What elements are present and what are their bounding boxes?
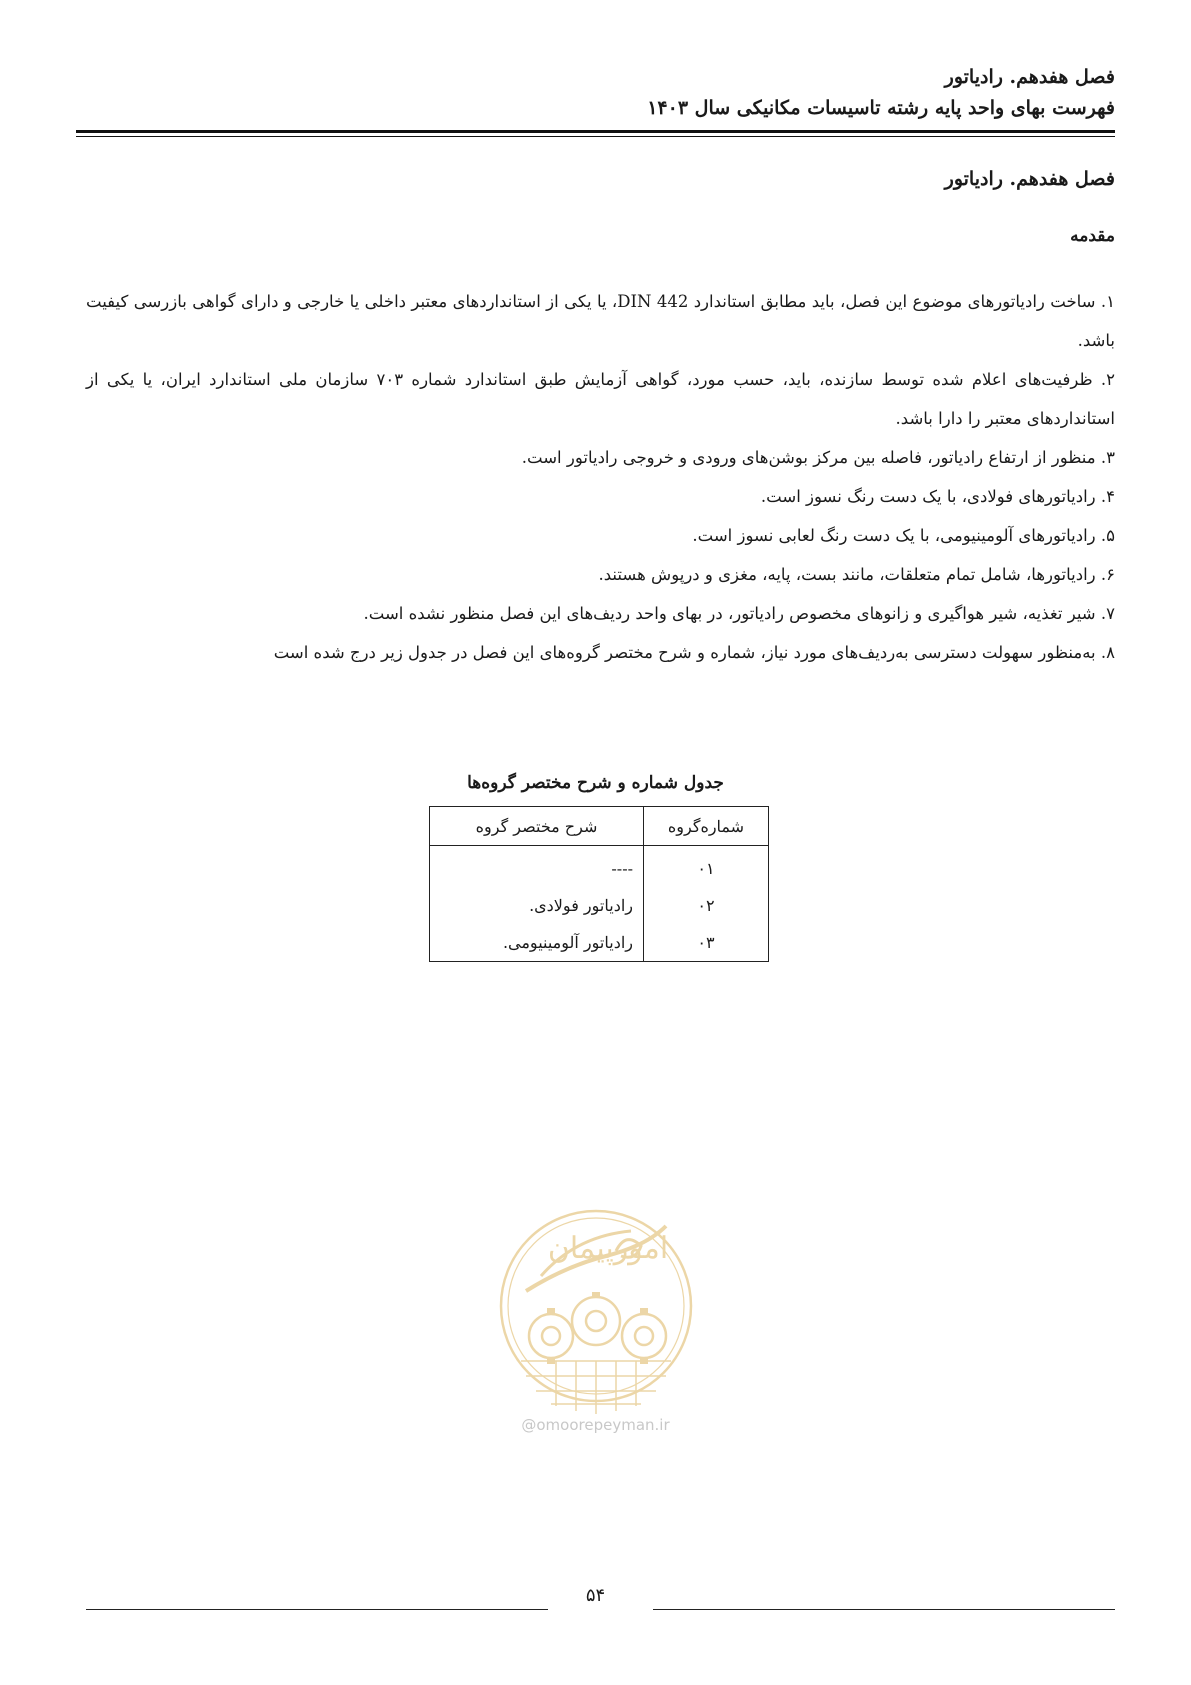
group-number-cell: ۰۱: [644, 846, 769, 888]
page-header: [76, 62, 1115, 124]
intro-paragraph: ۲. ظرفیت‌های اعلام شده توسط سازنده، باید، حسب مورد، گواهی آزمایش طبق استاندارد شماره ۷۰۳ سازمان ملی استاندارد ایران، یا یکی از استانداردهای معتبر را دارا باشد.: [86, 370, 1116, 428]
group-number-cell: ۰۲: [644, 887, 769, 924]
table-row: [430, 887, 769, 924]
chapter-title: فصل هفدهم. رادیاتور: [944, 168, 1115, 190]
groups-table: [429, 806, 769, 962]
watermark-site-text: @omoorepeyman.ir: [521, 1416, 670, 1434]
page-number: ۵۴: [585, 1585, 606, 1606]
intro-paragraph: ۴. رادیاتورهای فولادی، با یک دست رنگ نسوز است.: [760, 487, 1115, 506]
intro-paragraph: ۶. رادیاتورها، شامل تمام متعلقات، مانند بست، پایه، مغزی و درپوش هستند.: [598, 565, 1115, 584]
header-group-number: شماره‌گروه: [644, 807, 769, 846]
intro-paragraph: ۸. به‌منظور سهولت دسترسی به‌ردیف‌های مورد نیاز، شماره و شرح مختصر گروه‌های این فصل در جدول زیر درج شده است: [273, 643, 1115, 662]
intro-paragraph: ۱. ساخت رادیاتورهای موضوع این فصل، باید مطابق استاندارد DIN 442، یا یکی از استانداردهای معتبر داخلی یا خارجی و دارای گواهی بازرسی کیفیت باشد.: [86, 292, 1115, 350]
table-row: [430, 924, 769, 962]
group-description-cell: ----: [430, 846, 644, 888]
header-chapter-line: فصل هفدهم. رادیاتور: [944, 66, 1115, 88]
header-divider-thin: [76, 136, 1115, 137]
group-number-cell: ۰۳: [644, 924, 769, 962]
group-description-cell: رادیاتور فولادی.: [430, 887, 644, 924]
header-divider-thick: [76, 130, 1115, 133]
intro-paragraph: ۵. رادیاتورهای آلومینیومی، با یک دست رنگ لعابی نسوز است.: [692, 526, 1115, 545]
intro-paragraph: ۷. شیر تغذیه، شیر هواگیری و زانوهای مخصوص رادیاتور، در بهای واحد ردیف‌های این فصل منظور نشده است.: [363, 604, 1115, 623]
header-document-title: فهرست بهای واحد پایه رشته تاسیسات مکانیکی سال ۱۴۰۳: [647, 97, 1115, 119]
intro-paragraph-list: [86, 282, 1115, 672]
footer-divider-left: [86, 1609, 548, 1610]
intro-paragraph: ۳. منظور از ارتفاع رادیاتور، فاصله بین مرکز بوشن‌های ورودی و خروجی رادیاتور است.: [521, 448, 1115, 467]
table-row: [430, 846, 769, 888]
table-header-row: [430, 807, 769, 846]
table-caption: جدول شماره و شرح مختصر گروه‌ها: [467, 773, 724, 793]
header-group-description: شرح مختصر گروه: [430, 807, 644, 846]
group-description-cell: رادیاتور آلومینیومی.: [430, 924, 644, 962]
footer-divider-right: [653, 1609, 1115, 1610]
intro-heading: مقدمه: [1070, 226, 1115, 246]
watermark-logo-text: امورپیمان: [547, 1231, 669, 1266]
watermark-logo-icon: [496, 1196, 696, 1426]
